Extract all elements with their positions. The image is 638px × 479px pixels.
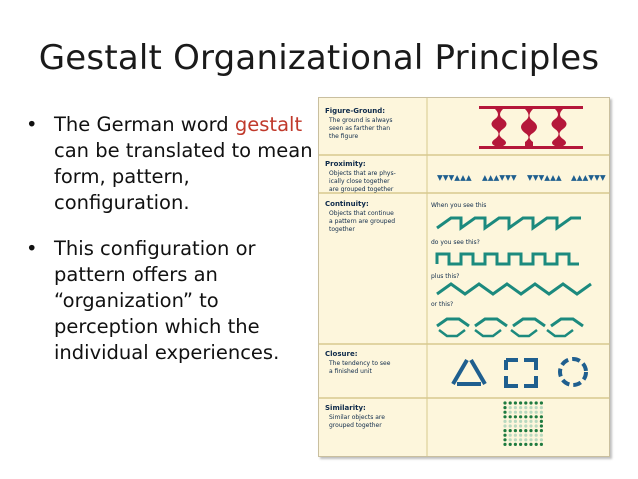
desc-line: the figure — [329, 133, 359, 140]
similarity-dot — [514, 411, 517, 414]
similarity-dot — [540, 443, 543, 446]
similarity-dot — [509, 424, 512, 427]
similarity-dot — [514, 424, 517, 427]
similarity-dot — [540, 438, 543, 441]
similarity-dot — [540, 401, 543, 404]
similarity-dot — [519, 406, 522, 409]
closure-shapes — [453, 359, 586, 386]
similarity-dot — [524, 429, 527, 432]
similarity-dot — [524, 406, 527, 409]
proximity-group: ▼▼▼▲▲▲ — [527, 173, 562, 182]
similarity-dot — [503, 438, 506, 441]
similarity-dot — [519, 424, 522, 427]
caption: When you see this — [431, 202, 487, 209]
similarity-dot — [529, 406, 532, 409]
bullet-text-post: can be translated to mean form, pattern, configuration. — [54, 139, 313, 214]
similarity-dot — [514, 434, 517, 437]
gestalt-illustration — [319, 98, 609, 456]
similarity-dot — [529, 434, 532, 437]
proximity-triangles — [437, 173, 606, 182]
similarity-dot — [503, 434, 506, 437]
desc-line: seen as farther than — [329, 125, 391, 132]
heading-continuity: Continuity: — [325, 200, 369, 208]
desc-line: together — [329, 226, 355, 233]
similarity-dot — [524, 438, 527, 441]
similarity-dot — [524, 424, 527, 427]
similarity-dot — [519, 434, 522, 437]
similarity-dot — [524, 443, 527, 446]
similarity-dot — [519, 438, 522, 441]
similarity-dot — [514, 401, 517, 404]
similarity-dot — [509, 411, 512, 414]
similarity-dot — [519, 429, 522, 432]
similarity-dot — [529, 401, 532, 404]
vase-icon — [479, 106, 583, 149]
similarity-dot — [503, 401, 506, 404]
similarity-dot — [503, 420, 506, 423]
heading-figure-ground: Figure-Ground: — [325, 107, 386, 115]
desc-line: Similar objects are — [329, 414, 385, 421]
similarity-dot — [535, 411, 538, 414]
similarity-dot — [540, 420, 543, 423]
bullet-dot: • — [26, 113, 38, 136]
similarity-dot — [535, 401, 538, 404]
similarity-dot — [503, 415, 506, 418]
similarity-dot — [509, 420, 512, 423]
similarity-dot — [514, 443, 517, 446]
similarity-dot — [535, 434, 538, 437]
bullet-dot: • — [26, 237, 38, 260]
similarity-dot — [524, 415, 527, 418]
similarity-dot — [524, 401, 527, 404]
similarity-dot — [519, 401, 522, 404]
bullet-text-pre: The German word — [54, 113, 235, 136]
similarity-dot — [509, 401, 512, 404]
caption: plus this? — [431, 273, 460, 280]
proximity-group: ▼▼▼▲▲▲ — [437, 173, 472, 182]
proximity-group: ▲▲▲▼▼▼ — [482, 173, 517, 182]
similarity-dot — [540, 411, 543, 414]
similarity-dot — [535, 415, 538, 418]
similarity-dot — [524, 420, 527, 423]
slide-title: Gestalt Organizational Principles — [38, 38, 600, 78]
heading-similarity: Similarity: — [325, 404, 366, 412]
desc-line: are grouped together — [329, 186, 394, 193]
similarity-dot — [540, 434, 543, 437]
similarity-dot — [524, 434, 527, 437]
similarity-dot — [514, 420, 517, 423]
square-icon — [506, 360, 536, 386]
similarity-dot — [529, 415, 532, 418]
proximity-group: ▲▲▲▼▼▼ — [571, 173, 606, 182]
circle-icon — [560, 359, 586, 385]
similarity-dot — [529, 411, 532, 414]
desc-line: a pattern are grouped — [329, 218, 396, 225]
similarity-dot — [503, 424, 506, 427]
similarity-dot — [514, 415, 517, 418]
similarity-dot — [509, 429, 512, 432]
similarity-dot — [509, 415, 512, 418]
similarity-dot — [519, 415, 522, 418]
desc-line: The ground is always — [329, 117, 393, 124]
similarity-dot — [540, 415, 543, 418]
bullet-item — [26, 236, 316, 366]
similarity-dot-grid — [503, 401, 543, 446]
similarity-dot — [509, 434, 512, 437]
similarity-dot — [540, 406, 543, 409]
similarity-dot — [540, 424, 543, 427]
similarity-dot — [540, 429, 543, 432]
desc-line: ically close together — [329, 178, 390, 185]
desc-line: Objects that are phys- — [329, 170, 396, 177]
heading-closure: Closure: — [325, 350, 358, 358]
caption: or this? — [431, 301, 454, 308]
triangle-icon — [453, 360, 485, 384]
similarity-dot — [529, 438, 532, 441]
bullet-item — [26, 112, 316, 216]
similarity-dot — [503, 429, 506, 432]
similarity-dot — [509, 438, 512, 441]
caption: do you see this? — [431, 239, 480, 246]
heading-proximity: Proximity: — [325, 160, 366, 168]
bullet-list — [26, 112, 316, 386]
similarity-dot — [503, 406, 506, 409]
similarity-dot — [503, 411, 506, 414]
similarity-dot — [535, 438, 538, 441]
similarity-dot — [529, 420, 532, 423]
similarity-dot — [535, 424, 538, 427]
similarity-dot — [514, 429, 517, 432]
similarity-dot — [514, 406, 517, 409]
similarity-dot — [519, 411, 522, 414]
similarity-dot — [535, 443, 538, 446]
similarity-dot — [524, 411, 527, 414]
similarity-dot — [509, 406, 512, 409]
similarity-dot — [535, 429, 538, 432]
similarity-dot — [519, 443, 522, 446]
gestalt-figure — [318, 97, 610, 457]
desc-line: grouped together — [329, 422, 382, 429]
desc-line: The tendency to see — [329, 360, 391, 367]
similarity-dot — [509, 443, 512, 446]
similarity-dot — [519, 420, 522, 423]
bullet-text: This configuration or pattern offers an “organization” to perception which the individual experiences. — [54, 237, 280, 364]
similarity-dot — [535, 420, 538, 423]
similarity-dot — [514, 438, 517, 441]
desc-line: a finished unit — [329, 368, 372, 375]
similarity-dot — [529, 443, 532, 446]
similarity-dot — [529, 424, 532, 427]
continuity-lines — [437, 218, 591, 336]
highlight-word: gestalt — [234, 113, 303, 136]
similarity-dot — [529, 429, 532, 432]
desc-line: Objects that continue — [329, 210, 394, 217]
similarity-dot — [535, 406, 538, 409]
similarity-dot — [503, 443, 506, 446]
